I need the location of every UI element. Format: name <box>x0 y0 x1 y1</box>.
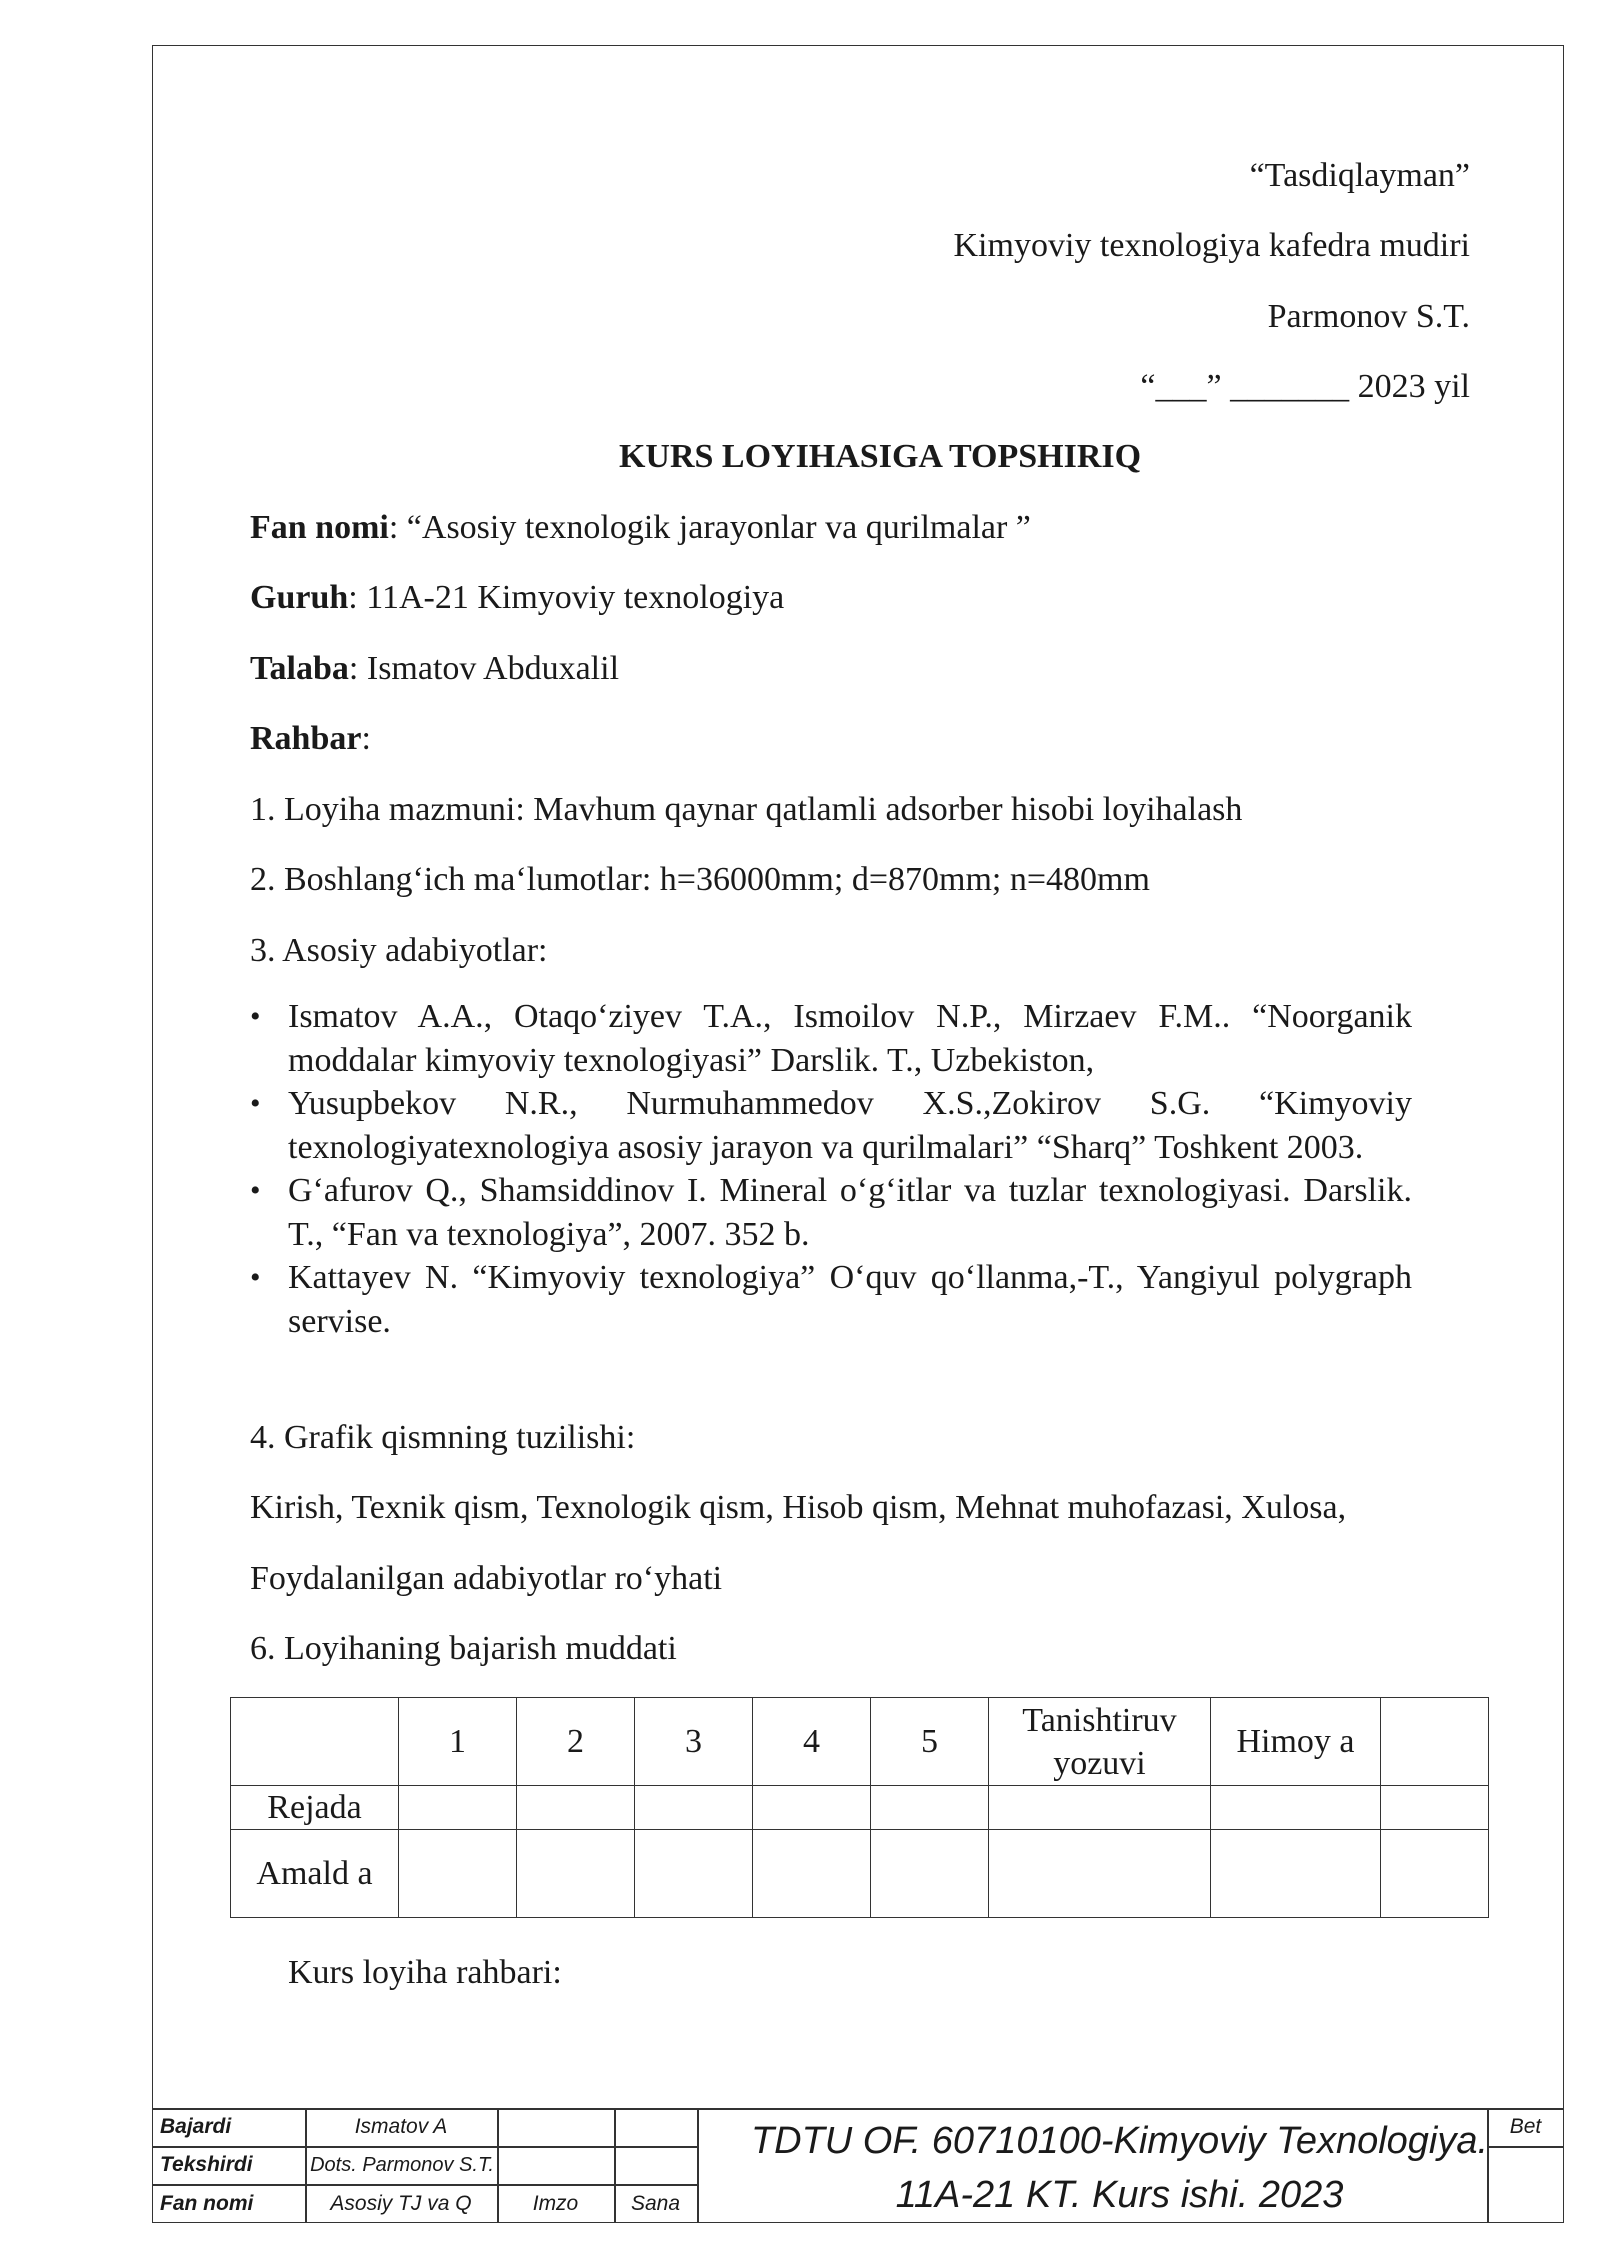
item-muddati: 6. Loyihaning bajarish muddati <box>250 1630 677 1667</box>
stamp-fan-label: Fan nomi <box>160 2192 254 2215</box>
stamp-bet: Bet <box>1509 2115 1542 2138</box>
table-cell <box>1211 1786 1381 1830</box>
row-header: Amald a <box>231 1830 399 1918</box>
table-cell <box>1381 1698 1489 1786</box>
column-header: 2 <box>517 1698 635 1786</box>
grafik-line-2: Foydalanilgan adabiyotlar ro‘yhati <box>250 1560 723 1597</box>
table-cell <box>635 1830 753 1918</box>
table-cell <box>1381 1786 1489 1830</box>
item-grafik: 4. Grafik qismning tuzilishi: <box>250 1419 636 1456</box>
stamp-imzo: Imzo <box>532 2192 579 2215</box>
bullet-icon: • <box>250 1000 261 1033</box>
stamp-doc-code: TDTU OF. 60710100-Kimyoviy Texnologiya. <box>750 2120 1489 2162</box>
approval-text: “Tasdiqlayman” <box>1249 157 1470 194</box>
document-title: KURS LOYIHASIGA TOPSHIRIQ <box>618 438 1142 475</box>
literature-list <box>250 995 1412 1343</box>
table-cell <box>399 1786 517 1830</box>
stamp-tekshirdi-value: Dots. Parmonov S.T. <box>310 2154 494 2176</box>
literature-text: Yusupbekov N.R., Nurmuhammedov X.S.,Zokirov S.G. “Kimyoviy texnologiyatexnologiya asosiy jarayon va qurilmalari” “Sharq” Toshkent 2003. <box>288 1085 1412 1166</box>
approval-date: “___” _______ 2023 yil <box>1140 368 1470 405</box>
stamp-fan-value: Asosiy TJ va Q <box>330 2192 472 2215</box>
field-label: Talaba <box>250 650 349 687</box>
row-header: Rejada <box>231 1786 399 1830</box>
literature-item <box>250 1256 1412 1343</box>
table-cell <box>753 1786 871 1830</box>
literature-text: Kattayev N. “Kimyoviy texnologiya” O‘quv qo‘llanma,-T., Yangiyul polygraph servise. <box>288 1259 1412 1340</box>
table-cell <box>517 1830 635 1918</box>
table-cell <box>231 1698 399 1786</box>
item-adabiyotlar: 3. Asosiy adabiyotlar: <box>250 932 548 969</box>
stamp-tekshirdi-label: Tekshirdi <box>160 2153 253 2176</box>
stamp-sana: Sana <box>630 2192 681 2215</box>
table-header-row <box>231 1698 1489 1786</box>
item-boshlangich: 2. Boshlang‘ich ma‘lumotlar: h=36000mm; d=870mm; n=480mm <box>250 861 1150 898</box>
field-label: Fan nomi <box>250 509 389 546</box>
table-cell <box>989 1786 1211 1830</box>
bullet-icon: • <box>250 1174 261 1207</box>
table-row <box>231 1830 1489 1918</box>
field-value: : <box>361 720 371 757</box>
table-cell <box>635 1786 753 1830</box>
table-cell <box>989 1830 1211 1918</box>
column-header: Tanishtiruv yozuvi <box>989 1698 1211 1786</box>
schedule-table <box>230 1697 1489 1918</box>
field-value: : “Asosiy texnologik jarayonlar va qurilmalar ” <box>388 509 1031 546</box>
column-header: 1 <box>399 1698 517 1786</box>
approver-position: Kimyoviy texnologiya kafedra mudiri <box>953 227 1470 264</box>
table-cell <box>517 1786 635 1830</box>
field-talaba <box>250 649 619 689</box>
column-header: 3 <box>635 1698 753 1786</box>
literature-text: Ismatov A.A., Otaqo‘ziyev T.A., Ismoilov N.P., Mirzaev F.M.. “Noorganik moddalar kimyoviy texnologiyasi” Darslik. T., Uzbekiston, <box>288 998 1412 1079</box>
column-header: Himoy a <box>1211 1698 1381 1786</box>
table-cell <box>871 1786 989 1830</box>
table-row <box>231 1786 1489 1830</box>
table-cell <box>399 1830 517 1918</box>
item-loyiha-mazmuni: 1. Loyiha mazmuni: Mavhum qaynar qatlamli adsorber hisobi loyihalash <box>250 791 1243 828</box>
stamp-bajardi-value: Ismatov A <box>354 2115 448 2138</box>
stamp-doc-subtitle: 11A-21 KT. Kurs ishi. 2023 <box>895 2174 1344 2216</box>
title-block-stamp <box>152 2108 1564 2223</box>
field-label: Rahbar <box>250 720 362 757</box>
supervisor-label: Kurs loyiha rahbari: <box>288 1954 562 1991</box>
field-value: : 11A-21 Kimyoviy texnologiya <box>348 579 785 616</box>
field-fan-nomi <box>250 508 1031 548</box>
stamp-bajardi-label: Bajardi <box>160 2115 232 2138</box>
approver-name: Parmonov S.T. <box>1267 298 1470 335</box>
literature-item <box>250 1169 1412 1256</box>
field-value: : Ismatov Abduxalil <box>348 650 620 687</box>
bullet-icon: • <box>250 1087 261 1120</box>
table-cell <box>871 1830 989 1918</box>
column-header: 5 <box>871 1698 989 1786</box>
grafik-line-1: Kirish, Texnik qism, Texnologik qism, Hisob qism, Mehnat muhofazasi, Xulosa, <box>250 1489 1347 1526</box>
literature-item <box>250 995 1412 1082</box>
literature-text: G‘afurov Q., Shamsiddinov I. Mineral o‘g‘itlar va tuzlar texnologiyasi. Darslik. T., “Fan va texnologiya”, 2007. 352 b. <box>288 1172 1412 1253</box>
table-cell <box>1381 1830 1489 1918</box>
bullet-icon: • <box>250 1261 261 1294</box>
literature-item <box>250 1082 1412 1169</box>
field-guruh <box>250 578 784 618</box>
field-label: Guruh <box>250 579 349 616</box>
table-cell <box>753 1830 871 1918</box>
field-rahbar <box>250 719 371 759</box>
column-header: 4 <box>753 1698 871 1786</box>
table-cell <box>1211 1830 1381 1918</box>
